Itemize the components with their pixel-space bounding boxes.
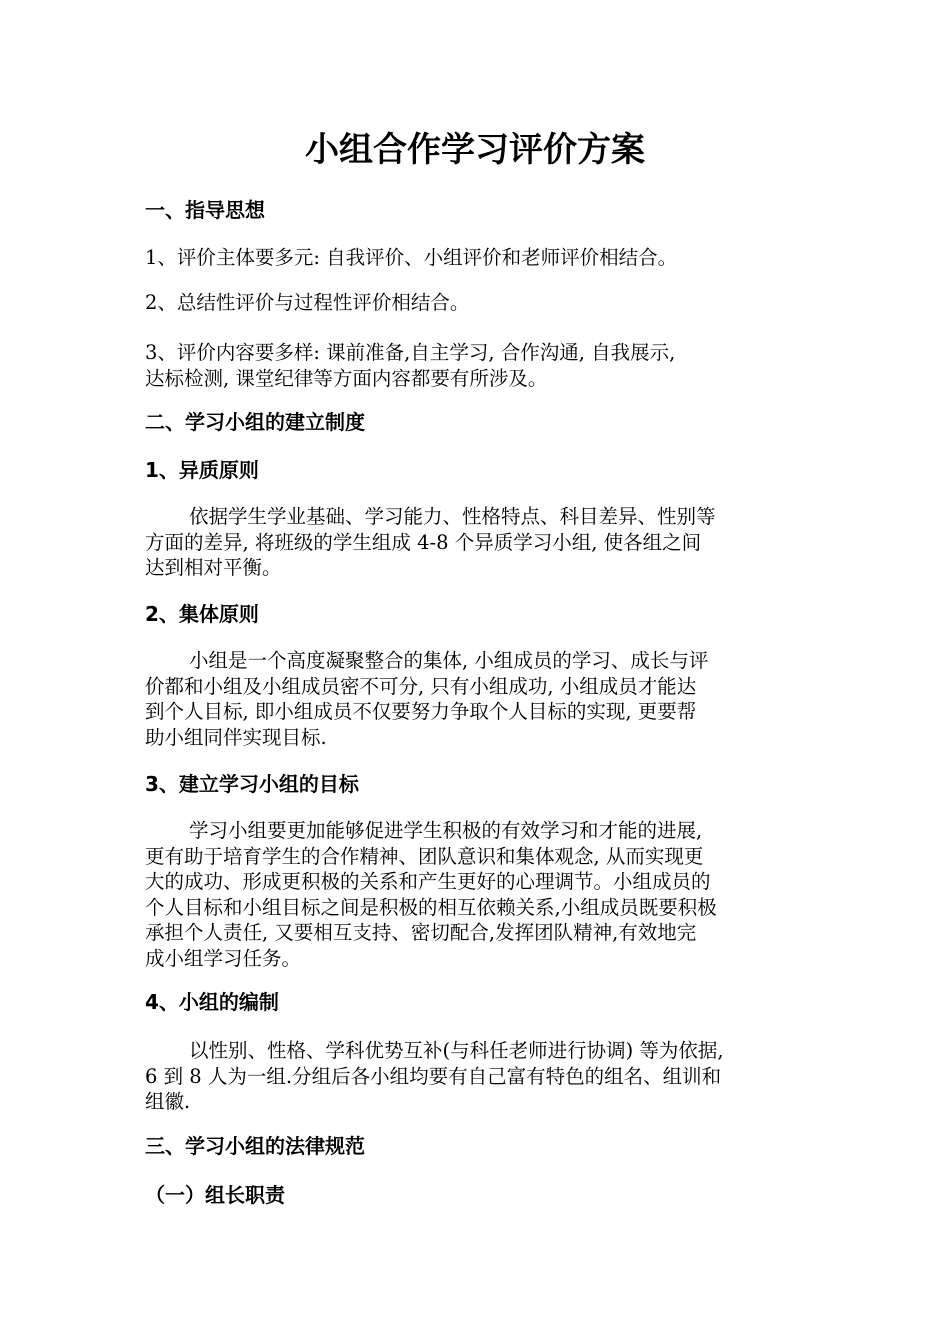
paragraph-goals xyxy=(145,818,810,971)
text-line: 个人目标和小组目标之间是积极的相互依赖关系,小组成员既要积极 xyxy=(145,895,717,919)
paragraph-heterogeneity xyxy=(145,504,810,581)
paragraph-guiding-1 xyxy=(145,245,810,271)
text-line: 小组是一个高度凝聚整合的集体, 小组成员的学习、成长与评 xyxy=(189,649,709,672)
text-line: 到个人目标, 即小组成员不仅要努力争取个人目标的实现, 更要帮 xyxy=(145,700,697,723)
paragraph-guiding-3 xyxy=(145,340,810,391)
text-line: 3、评价内容要多样: 课前准备,自主学习, 合作沟通, 自我展示, xyxy=(145,341,676,364)
subsection-heading-collective: 2、集体原则 xyxy=(145,602,259,626)
text-line: 6 到 8 人为一组.分组后各小组均要有自己富有特色的组名、组训和 xyxy=(145,1064,722,1088)
text-line: 达标检测, 课堂纪律等方面内容都要有所涉及。 xyxy=(145,366,548,390)
paragraph-organization xyxy=(145,1038,810,1115)
paragraph-guiding-2 xyxy=(145,290,810,316)
section-heading-regulations: 三、学习小组的法律规范 xyxy=(145,1134,365,1158)
text-line: 学习小组要更加能够促进学生积极的有效学习和才能的进展, xyxy=(189,819,703,842)
subsection-heading-leader-duties: （一）组长职责 xyxy=(145,1183,285,1207)
section-heading-guiding-ideas: 一、指导思想 xyxy=(145,198,265,222)
text-line: 方面的差异, 将班级的学生组成 4-8 个异质学习小组, 使各组之间 xyxy=(145,530,702,554)
text-line: 价都和小组及小组成员密不可分, 只有小组成功, 小组成员才能达 xyxy=(145,674,697,698)
text-line: 2、总结性评价与过程性评价相结合。 xyxy=(145,291,470,314)
text-line: 助小组同伴实现目标. xyxy=(145,725,327,749)
paragraph-collective xyxy=(145,648,810,750)
text-line: 组徽. xyxy=(145,1090,191,1113)
subsection-heading-organization: 4、小组的编制 xyxy=(145,990,279,1014)
text-line: 达到相对平衡。 xyxy=(145,556,282,579)
text-line: 更有助于培育学生的合作精神、团队意识和集体观念, 从而实现更 xyxy=(145,844,704,868)
text-line: 依据学生学业基础、学习能力、性格特点、科目差异、性别等 xyxy=(189,505,716,528)
document-title: 小组合作学习评价方案 xyxy=(305,130,645,170)
section-heading-group-system: 二、学习小组的建立制度 xyxy=(145,410,365,434)
text-line: 大的成功、形成更积极的关系和产生更好的心理调节。小组成员的 xyxy=(145,870,711,893)
text-line: 1、评价主体要多元: 自我评价、小组评价和老师评价相结合。 xyxy=(145,246,678,269)
text-line: 以性别、性格、学科优势互补(与科任老师进行协调) 等为依据, xyxy=(189,1039,724,1062)
text-line: 承担个人责任, 又要相互支持、密切配合,发挥团队精神,有效地完 xyxy=(145,921,697,944)
text-line: 成小组学习任务。 xyxy=(145,946,302,970)
subsection-heading-goals: 3、建立学习小组的目标 xyxy=(145,772,359,796)
subsection-heading-heterogeneity: 1、异质原则 xyxy=(145,458,259,482)
